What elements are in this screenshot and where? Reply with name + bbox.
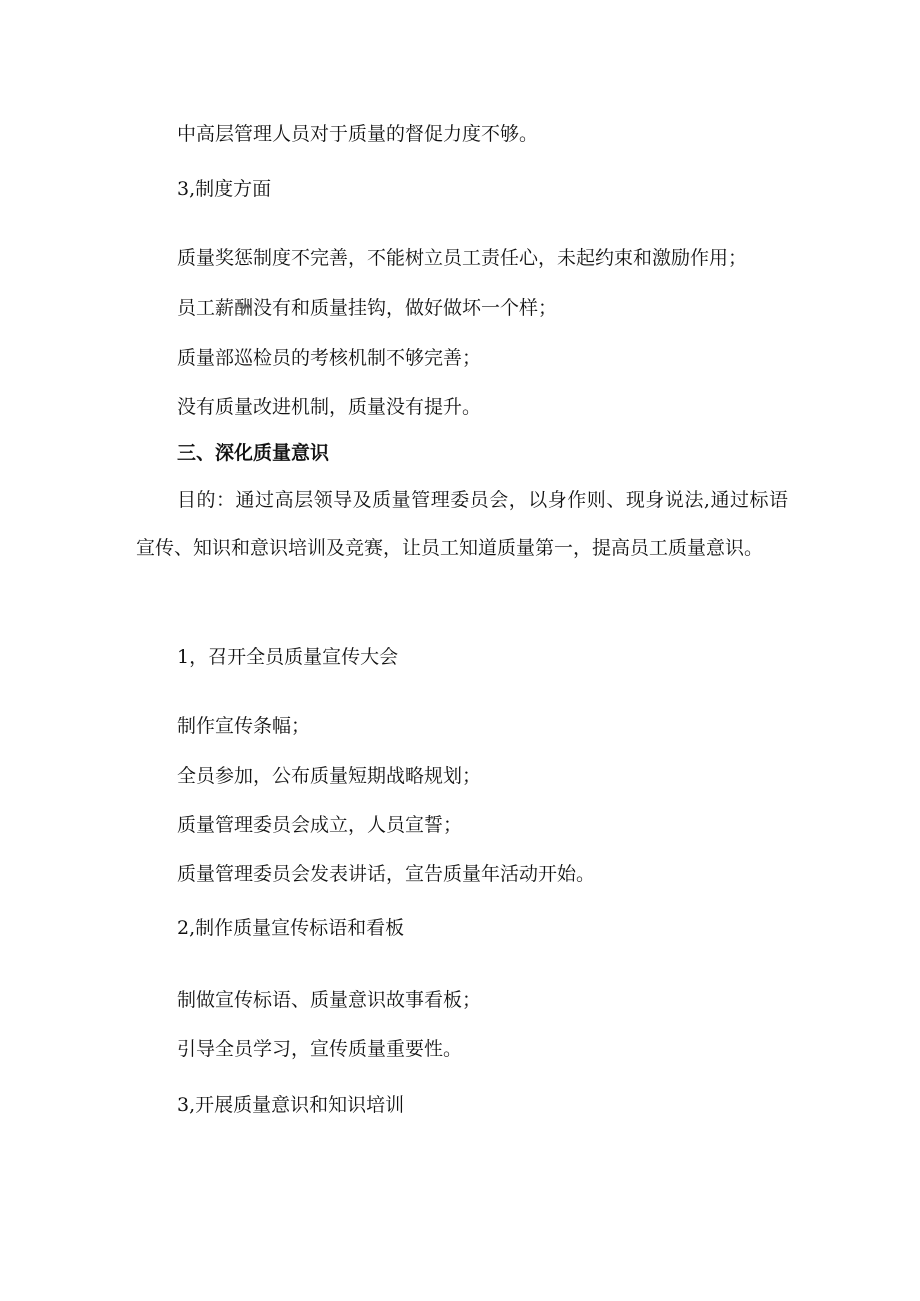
- item-title: 3,开展质量意识和知识培训: [177, 1094, 405, 1116]
- list-item: 质量管理委员会发表讲话，宣告质量年活动开始。: [177, 863, 596, 885]
- list-item: 制做宣传标语、质量意识故事看板；: [177, 989, 482, 1011]
- item-title: 2,制作质量宣传标语和看板: [177, 917, 405, 939]
- subsection-title: 3,制度方面: [177, 178, 272, 200]
- list-item: 引导全员学习，宣传质量重要性。: [177, 1038, 463, 1060]
- list-item: 全员参加，公布质量短期战略规划；: [177, 765, 482, 787]
- text-line: 中高层管理人员对于质量的督促力度不够。: [177, 123, 539, 145]
- purpose-paragraph: 目的：通过高层领导及质量管理委员会，以身作则、现身说法,通过标语宣传、知识和意识培训及竞赛，让员工知道质量第一，提高员工质量意识。: [136, 489, 788, 559]
- section-heading: 三、深化质量意识: [177, 442, 330, 464]
- list-item: 没有质量改进机制，质量没有提升。: [177, 396, 482, 418]
- item-title: 1，召开全员质量宣传大会: [177, 646, 399, 668]
- list-item: 员工薪酬没有和质量挂钩，做好做坏一个样；: [177, 297, 558, 319]
- list-item: 制作宣传条幅；: [177, 715, 311, 737]
- list-item: 质量奖惩制度不完善，不能树立员工责任心，未起约束和激励作用；: [177, 247, 748, 269]
- list-item: 质量部巡检员的考核机制不够完善；: [177, 347, 482, 369]
- list-item: 质量管理委员会成立，人员宣誓；: [177, 814, 463, 836]
